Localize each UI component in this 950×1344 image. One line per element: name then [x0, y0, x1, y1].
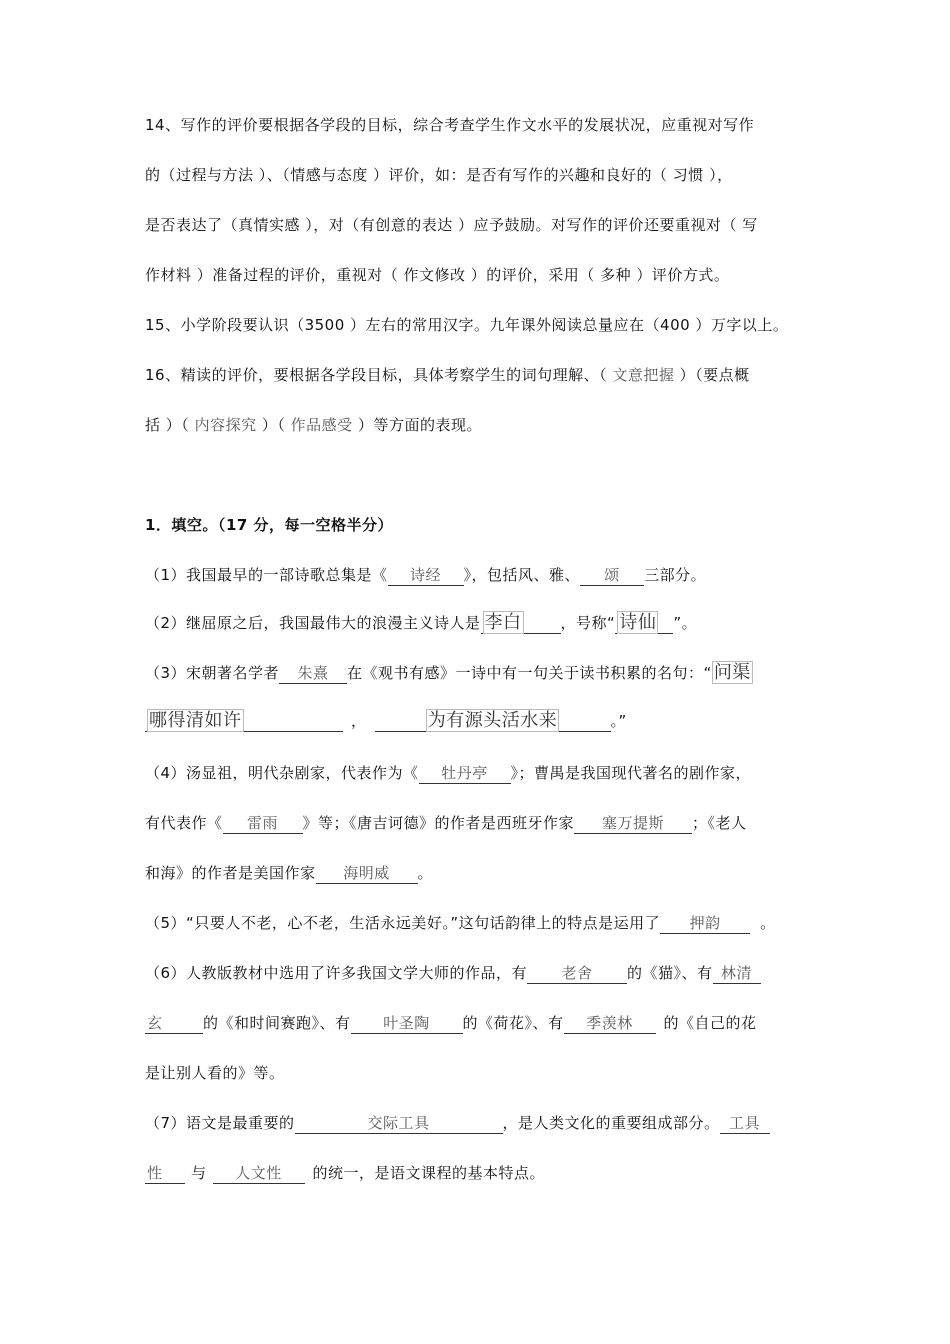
q16-text: 16、精读的评价，要根据各学段目标，具体考察学生的词句理解、（ — [145, 366, 608, 384]
item-text: 》；曹禺是我国现代著名的剧作家， — [510, 764, 752, 782]
item-text: ，是人类文化的重要组成部分。 — [502, 1114, 720, 1132]
item-text: 。” — [610, 712, 627, 730]
q16-line-1 — [145, 364, 750, 386]
q14-line-1: 14、写作的评价要根据各学段的目标，综合考查学生作文水平的发展状况，应重视对写作 — [145, 116, 755, 134]
answer-blank: 朱熹 — [279, 663, 347, 684]
answer-blank: 押韵 — [660, 913, 750, 934]
answer-blank: 叶圣陶 — [351, 1013, 463, 1034]
item-text: 》等；《唐吉诃德》的作者是西班牙作家 — [302, 814, 575, 832]
q14-line-4: 作材料 ）准备过程的评价，重视对（ 作文修改 ）的评价，采用（ 多种 ）评价方式。 — [145, 266, 730, 284]
item-text: 的统一，是语文课程的基本特点。 — [312, 1164, 546, 1182]
answer-blank — [375, 711, 611, 732]
item-6-line-1 — [145, 962, 761, 984]
answer-blank — [481, 613, 561, 634]
handwritten-answer: 诗仙 — [619, 612, 657, 633]
answer-blank: 塞万提斯 — [574, 813, 692, 834]
answer-blank — [145, 711, 343, 732]
item-5 — [145, 912, 776, 934]
q16-line-2 — [145, 414, 482, 436]
answer-blank: 诗经 — [388, 565, 464, 586]
item-text: 在《观书有感》一诗中有一句关于读书积累的名句：“ — [347, 664, 712, 682]
q16-answer-3: 作品感受 — [290, 416, 353, 434]
item-4-line-2 — [145, 812, 747, 834]
answer-blank: 林清 — [713, 963, 761, 984]
item-text: （2）继屈原之后，我国最伟大的浪漫主义诗人是 — [145, 614, 481, 632]
q16-answer-2: 内容探究 — [194, 416, 257, 434]
answer-blank: 雷雨 — [223, 813, 303, 834]
item-text: 的《自己的花 — [663, 1014, 757, 1032]
item-text: 的《和时间赛跑》、有 — [203, 1014, 351, 1032]
item-1 — [145, 564, 706, 586]
item-text: （5）“只要人不老，心不老，生活永远美好。”这句话韵律上的特点是运用了 — [145, 914, 661, 932]
q16-text: ）（要点概 — [679, 366, 750, 384]
item-text: （6）人教版教材中选用了许多我国文学大师的作品，有 — [145, 964, 528, 982]
item-text: 。 — [760, 914, 776, 932]
item-text: （7）语文是最重要的 — [145, 1114, 295, 1132]
answer-blank: 人文性 — [213, 1163, 305, 1184]
answer-blank: 季羡林 — [564, 1013, 656, 1034]
item-text: （3）宋朝著名学者 — [145, 664, 280, 682]
answer-blank: 牡丹亭 — [419, 763, 511, 784]
item-7-line-1 — [145, 1112, 770, 1134]
item-6-line-2 — [145, 1012, 757, 1034]
item-text: （1）我国最早的一部诗歌总集是《 — [145, 566, 388, 584]
answer-blank: 颂 — [580, 565, 644, 586]
item-text: ”。 — [673, 614, 698, 632]
item-text: （4）汤显祖，明代杂剧家，代表作为《 — [145, 764, 419, 782]
item-4-line-1 — [145, 762, 751, 784]
handwritten-answer: 哪得清如许 — [149, 710, 242, 731]
item-text: 的《猫》、有 — [627, 964, 713, 982]
q16-answer-1: 文意把握 — [612, 366, 675, 384]
q16-text: ）（ — [261, 416, 286, 434]
item-text: 和海》的作者是美国作家 — [145, 864, 316, 882]
answer-blank: 交际工具 — [295, 1113, 503, 1134]
answer-blank: 玄 — [145, 1013, 203, 1034]
item-text: ；《老人 — [692, 814, 747, 832]
q15-line-1: 15、小学阶段要认识（3500 ）左右的常用汉字。九年课外阅读总量应在（400 ）万字以上。 — [145, 316, 789, 334]
handwritten-answer: 问渠 — [713, 662, 751, 683]
q16-text: ）等方面的表现。 — [357, 416, 482, 434]
handwritten-answer: 李白 — [484, 612, 522, 633]
item-text: ， — [351, 712, 367, 730]
item-text: 的《荷花》、有 — [462, 1014, 564, 1032]
answer-blank: 工具 — [720, 1113, 770, 1134]
item-text: ，号称“ — [560, 614, 616, 632]
q16-text: 括 ）（ — [145, 416, 190, 434]
q14-line-2: 的（过程与方法 ）、（情感与态度 ）评价，如：是否有写作的兴趣和良好的（ 习惯 ）， — [145, 166, 733, 184]
item-text: 》，包括风、雅、 — [463, 566, 581, 584]
item-4-line-3 — [145, 862, 433, 884]
item-text: 。 — [417, 864, 434, 882]
item-text: 有代表作《 — [145, 814, 223, 832]
answer-blank: 老舍 — [527, 963, 627, 984]
item-text: 三部分。 — [644, 566, 707, 584]
section-title: 1．填空。（17 分，每一空格半分） — [145, 516, 394, 534]
item-7-line-2 — [145, 1162, 545, 1184]
item-6-line-3: 是让别人看的》等。 — [145, 1064, 285, 1082]
item-3-line-2 — [145, 710, 627, 732]
item-3-line-1 — [145, 662, 753, 684]
answer-blank — [615, 613, 673, 634]
handwritten-answer: 为有源头活水来 — [427, 710, 558, 731]
item-2 — [145, 612, 697, 634]
q14-line-3: 是否表达了（真情实感 ），对（有创意的表达 ）应予鼓励。对写作的评价还要重视对（ 写 — [145, 216, 758, 234]
item-text: 与 — [191, 1164, 207, 1182]
answer-blank: 海明威 — [316, 863, 418, 884]
answer-blank: 性 — [145, 1163, 185, 1184]
